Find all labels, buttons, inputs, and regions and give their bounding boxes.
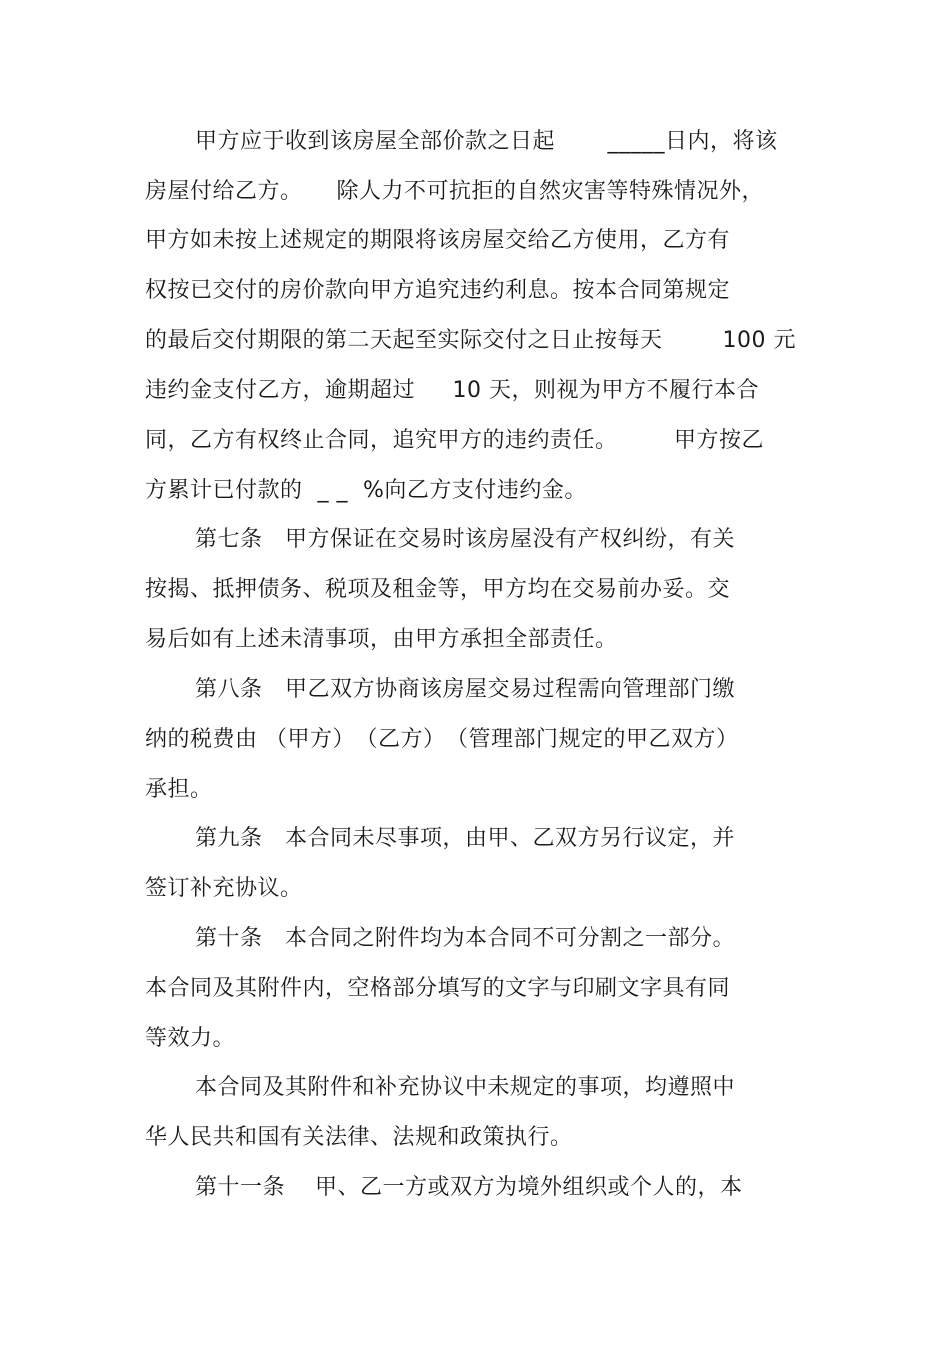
text-line: 同，乙方有权终止合同，追究甲方的违约责任。 甲方按乙 bbox=[145, 428, 765, 453]
text-line: 房屋付给乙方。 除人力不可抗拒的自然灾害等特殊情况外， bbox=[145, 179, 765, 204]
text-line: 违约金支付乙方，逾期超过 10 天，则视为甲方不履行本合 bbox=[145, 378, 759, 403]
text-line: 方累计已付款的 _ _ %向乙方支付违约金。 bbox=[145, 478, 587, 503]
text-line: 第十一条 甲、乙一方或双方为境外组织或个人的，本 bbox=[195, 1175, 743, 1200]
text-line: 纳的税费由 （甲方） （乙方） （管理部门规定的甲乙双方） bbox=[145, 727, 739, 752]
text-line: 本合同及其附件和补充协议中未规定的事项，均遵照中 bbox=[195, 1075, 736, 1100]
text-line: 按揭、抵押债务、税项及租金等，甲方均在交易前办妥。交 bbox=[145, 577, 731, 602]
text-line: 第九条 本合同未尽事项，由甲、乙双方另行议定，并 bbox=[195, 826, 736, 851]
text-line: 本合同及其附件内，空格部分填写的文字与印刷文字具有同 bbox=[145, 976, 731, 1001]
text-line: 权按已交付的房价款向甲方追究违约利息。按本合同第规定 bbox=[145, 278, 731, 303]
text-line: 华人民共和国有关法律、法规和政策执行。 bbox=[145, 1125, 573, 1150]
text-line: 易后如有上述未清事项，由甲方承担全部责任。 bbox=[145, 627, 618, 652]
text-line: 第八条 甲乙双方协商该房屋交易过程需向管理部门缴 bbox=[195, 677, 736, 702]
text-line: 等效力。 bbox=[145, 1026, 236, 1051]
text-line: 签订补充协议。 bbox=[145, 876, 303, 901]
text-line: 甲方应于收到该房屋全部价款之日起 _____日内，将该 bbox=[195, 129, 778, 154]
text-line: 第十条 本合同之附件均为本合同不可分割之一部分。 bbox=[195, 926, 736, 951]
text-line: 甲方如未按上述规定的期限将该房屋交给乙方使用，乙方有 bbox=[145, 228, 731, 253]
text-line: 第七条 甲方保证在交易时该房屋没有产权纠纷，有关 bbox=[195, 527, 736, 552]
text-line: 承担。 bbox=[145, 777, 213, 802]
text-line: 的最后交付期限的第二天起至实际交付之日止按每天 100 元 bbox=[145, 328, 796, 353]
